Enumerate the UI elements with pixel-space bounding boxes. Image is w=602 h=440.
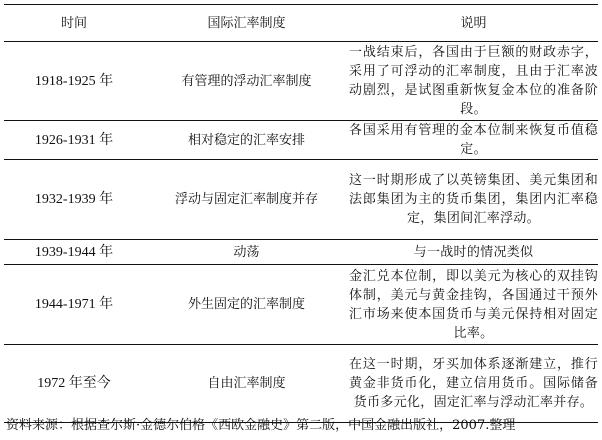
description-cell: [349, 240, 598, 265]
table-body: [4, 42, 598, 423]
description-text: 这一时期形成了以英镑集团、美元集团和法郎集团为主的货币集团，集团内汇率稳定，集团间汇率浮动。: [349, 173, 598, 226]
period-cell: 1944-1971 年: [34, 297, 114, 312]
description-text: 在这一时期，牙买加体系逐渐建立，推行黄金非货币化，建立信用货币。国际储备货币多元化，固定汇率与浮动汇率并存。: [349, 357, 598, 410]
system-cell: 自由汇率制度: [207, 376, 286, 391]
period-cell: 1926-1931 年: [34, 132, 114, 148]
period-cell: 1939-1944 年: [34, 244, 114, 260]
table-row: [4, 160, 598, 240]
header-row: [4, 5, 598, 42]
description-text: 与一战时的情况类似: [413, 244, 534, 260]
description-text: 各国采用有管理的金本位制来恢复币值稳定。: [349, 123, 598, 157]
period-cell: 1932-1939 年: [34, 192, 114, 207]
table-row: [4, 121, 598, 160]
period-cell: 1972 年至今: [37, 376, 111, 391]
table-row: [4, 42, 598, 121]
system-cell: 有管理的浮动汇率制度: [181, 73, 312, 89]
system-cell: 动荡: [233, 244, 260, 260]
description-cell: [349, 121, 598, 160]
header-system: 国际汇率制度: [144, 5, 349, 42]
system-cell: 浮动与固定汇率制度并存: [174, 192, 318, 207]
exchange-rate-regime-table: [4, 4, 598, 423]
system-cell: 外生固定的汇率制度: [187, 297, 305, 312]
description-text: 一战结束后，各国由于巨额的财政赤字，采用了可浮动的汇率制度，且由于汇率波动剧烈，是试图重新恢复金本位的准备阶段。: [349, 45, 598, 117]
system-cell: 相对稳定的汇率安排: [187, 132, 305, 148]
table-row: [4, 345, 598, 423]
header-period: 时间: [4, 5, 144, 42]
table-row: [4, 240, 598, 265]
description-cell: [349, 345, 598, 423]
period-cell: 1918-1925 年: [34, 73, 114, 89]
description-cell: [349, 42, 598, 121]
table-header: [4, 5, 598, 42]
source-note: 资料来源：根据查尔斯·金德尔伯格《西欧金融史》第二版，中国金融出版社，2007.整理: [6, 418, 516, 433]
description-cell: [349, 160, 598, 240]
table-row: [4, 265, 598, 345]
description-text: 金汇兑本位制，即以美元为核心的双挂钩体制，美元与黄金挂钩，各国通过干预外汇市场来使本国货币与美元保持相对固定比率。: [349, 268, 598, 341]
description-cell: [349, 265, 598, 345]
header-description: 说明: [349, 5, 598, 42]
